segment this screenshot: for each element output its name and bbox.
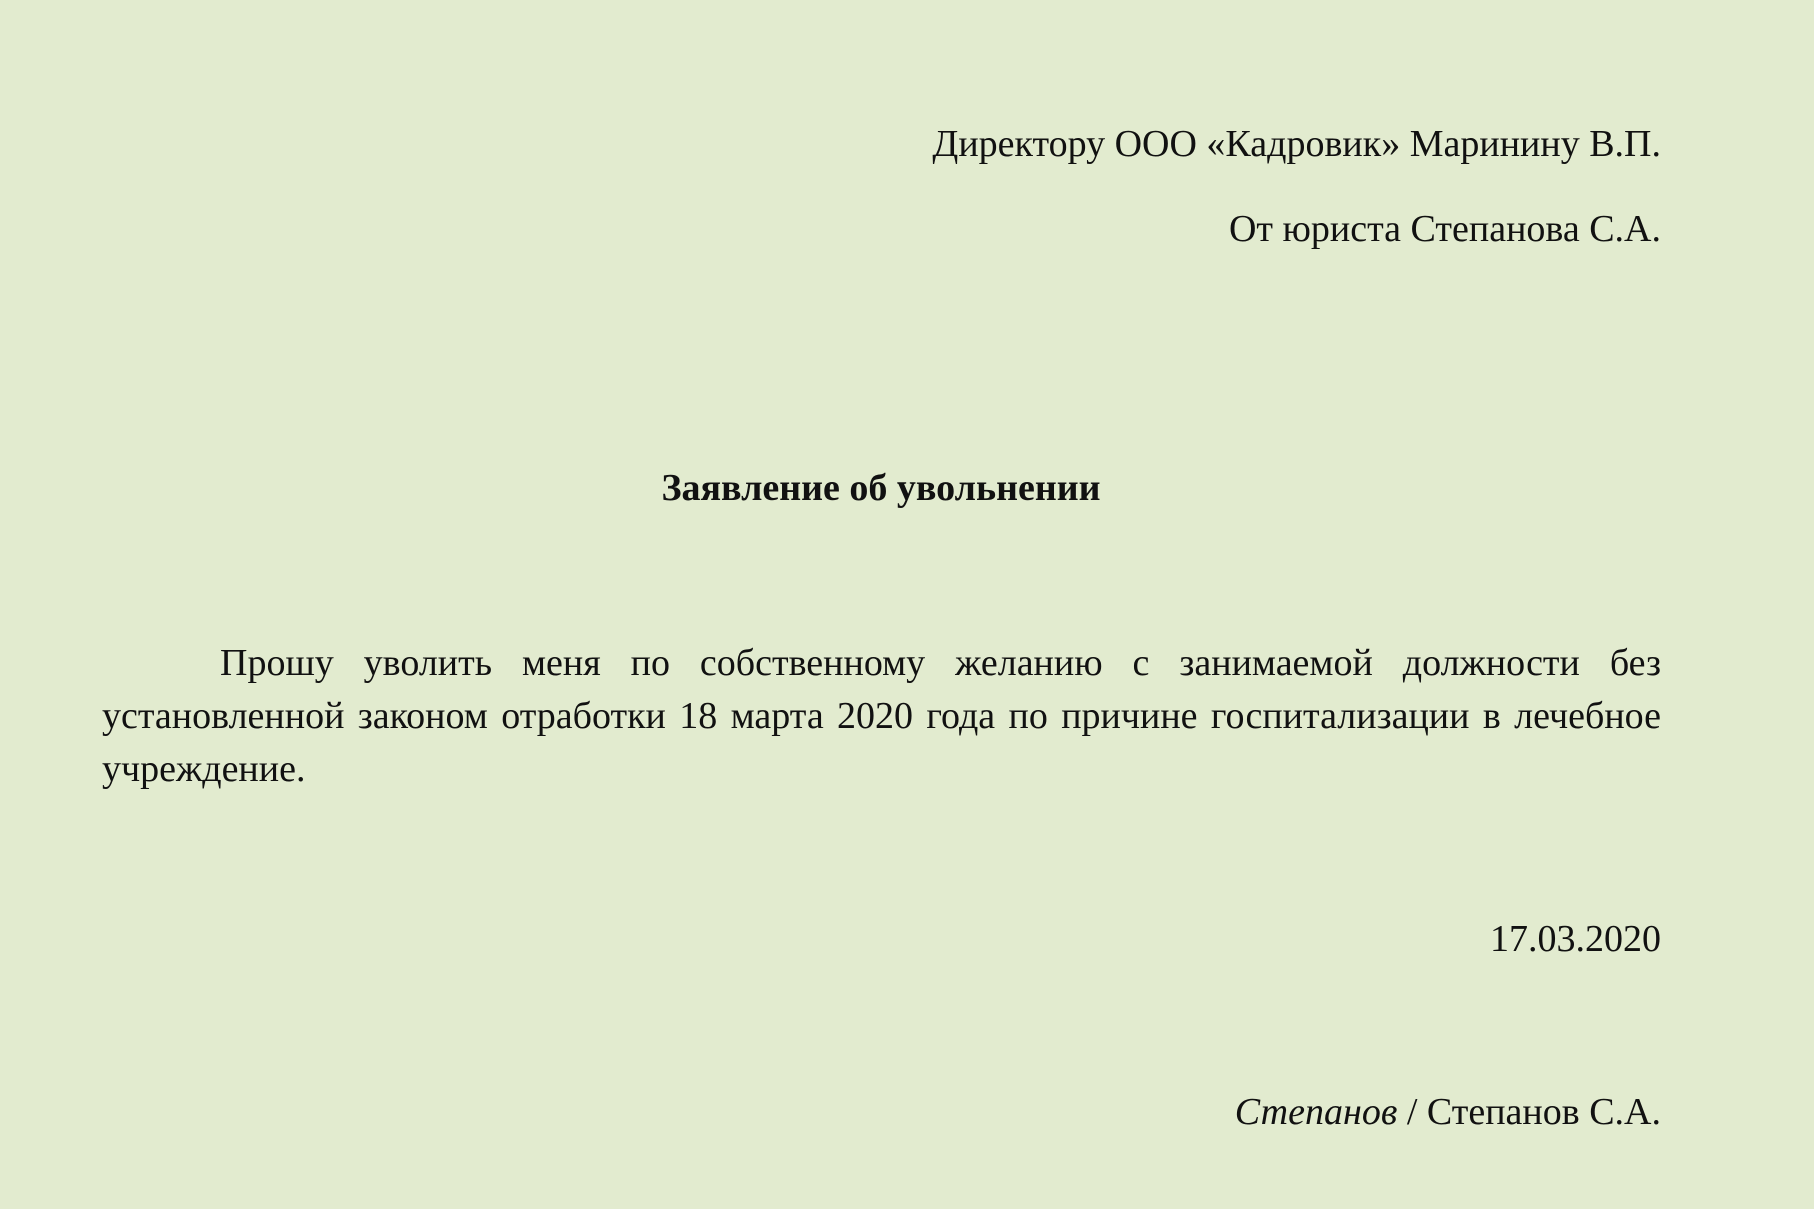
signature-block <box>1235 1093 1661 1131</box>
document-body: Прошу уволить меня по собственному желанию с занимаемой должности без установленной законом отработки 18 марта 2020 года по причине госпитализации в лечебное учреждение. <box>102 642 1661 790</box>
signature-separator: / <box>1397 1091 1427 1133</box>
signature-printed-name: Степанов С.А. <box>1426 1091 1661 1133</box>
recipient-director-line: Директору ООО «Кадровик» Маринину В.П. <box>932 123 1661 165</box>
signature-handwritten: Степанов <box>1234 1091 1398 1133</box>
sender-line: От юриста Степанова С.А. <box>1228 208 1661 250</box>
document-date: 17.03.2020 <box>1490 918 1661 960</box>
document-title: Заявление об увольнении <box>661 467 1101 509</box>
